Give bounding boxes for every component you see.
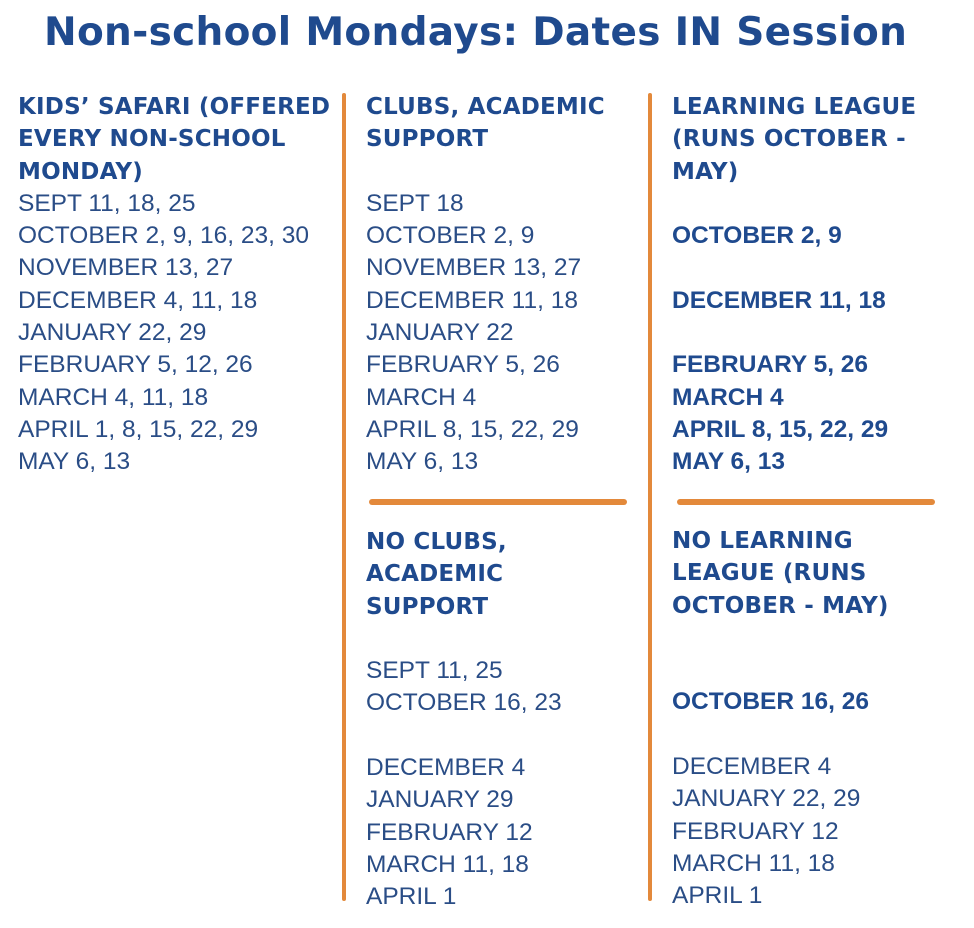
- list-item: APRIL 8, 15, 22, 29: [366, 415, 579, 443]
- no-clubs-heading: NO CLUBS, ACADEMIC SUPPORT: [366, 529, 507, 620]
- list-item: MARCH 11, 18: [366, 850, 529, 878]
- spacer: [672, 252, 952, 284]
- list-item: FEBRUARY 12: [672, 817, 839, 845]
- list-item: FEBRUARY 5, 12, 26: [18, 351, 253, 379]
- list-item: OCTOBER 2, 9: [672, 222, 842, 250]
- list-item: MARCH 11, 18: [672, 849, 835, 877]
- list-item: APRIL 1: [672, 882, 763, 910]
- list-item: DECEMBER 4: [366, 754, 526, 782]
- clubs-column: [366, 91, 641, 479]
- list-item: OCTOBER 16, 23: [366, 689, 562, 717]
- list-item: OCTOBER 16, 26: [672, 688, 869, 716]
- list-item: SEPT 11, 18, 25: [18, 189, 196, 217]
- list-item: FEBRUARY 5, 26: [672, 351, 869, 379]
- list-item: OCTOBER 2, 9, 16, 23, 30: [18, 222, 309, 250]
- list-item: DECEMBER 4, 11, 18: [18, 286, 258, 314]
- list-item: APRIL 8, 15, 22, 29: [672, 415, 889, 443]
- learning-league-heading: LEARNING LEAGUE (RUNS OCTOBER - MAY): [672, 94, 917, 185]
- list-item: APRIL 1: [366, 883, 457, 911]
- list-item: JANUARY 22: [366, 319, 514, 347]
- horizontal-divider: [677, 499, 935, 505]
- horizontal-divider: [369, 499, 627, 505]
- list-item: SEPT 18: [366, 189, 464, 217]
- list-item: JANUARY 22, 29: [18, 319, 207, 347]
- list-item: JANUARY 29: [366, 786, 514, 814]
- spacer: [366, 720, 566, 752]
- list-item: APRIL 1, 8, 15, 22, 29: [18, 415, 259, 443]
- page-title: Non-school Mondays: Dates IN Session: [44, 10, 908, 55]
- list-item: MAY 6, 13: [672, 448, 786, 476]
- list-item: OCTOBER 2, 9: [366, 222, 535, 250]
- list-item: NOVEMBER 13, 27: [18, 254, 234, 282]
- list-item: MARCH 4: [366, 383, 477, 411]
- no-learning-league-column: [672, 525, 947, 913]
- spacer: [672, 719, 947, 751]
- kids-safari-column: [18, 91, 338, 479]
- list-item: DECEMBER 11, 18: [672, 286, 886, 314]
- list-item: DECEMBER 11, 18: [366, 286, 578, 314]
- spacer: [366, 156, 641, 188]
- learning-league-column: [672, 91, 952, 479]
- list-item: DECEMBER 4: [672, 753, 832, 781]
- spacer: [366, 623, 566, 655]
- list-item: SEPT 11, 25: [366, 657, 503, 685]
- spacer: [672, 622, 947, 654]
- no-learning-league-heading: NO LEARNING LEAGUE (RUNS OCTOBER - MAY): [672, 528, 889, 619]
- list-item: FEBRUARY 12: [366, 818, 533, 846]
- list-item: JANUARY 22, 29: [672, 785, 861, 813]
- list-item: NOVEMBER 13, 27: [366, 254, 582, 282]
- list-item: MAY 6, 13: [18, 448, 131, 476]
- list-item: MARCH 4: [672, 383, 784, 411]
- list-item: FEBRUARY 5, 26: [366, 351, 560, 379]
- clubs-heading: CLUBS, ACADEMIC SUPPORT: [366, 94, 605, 153]
- no-clubs-column: [366, 526, 566, 914]
- list-item: MARCH 4, 11, 18: [18, 383, 209, 411]
- kids-safari-heading: KIDS’ SAFARI (OFFERED EVERY NON-SCHOOL MONDAY): [18, 94, 331, 185]
- list-item: MAY 6, 13: [366, 448, 479, 476]
- spacer: [672, 317, 952, 349]
- vertical-divider: [648, 93, 652, 901]
- spacer: [672, 654, 947, 686]
- vertical-divider: [342, 93, 346, 901]
